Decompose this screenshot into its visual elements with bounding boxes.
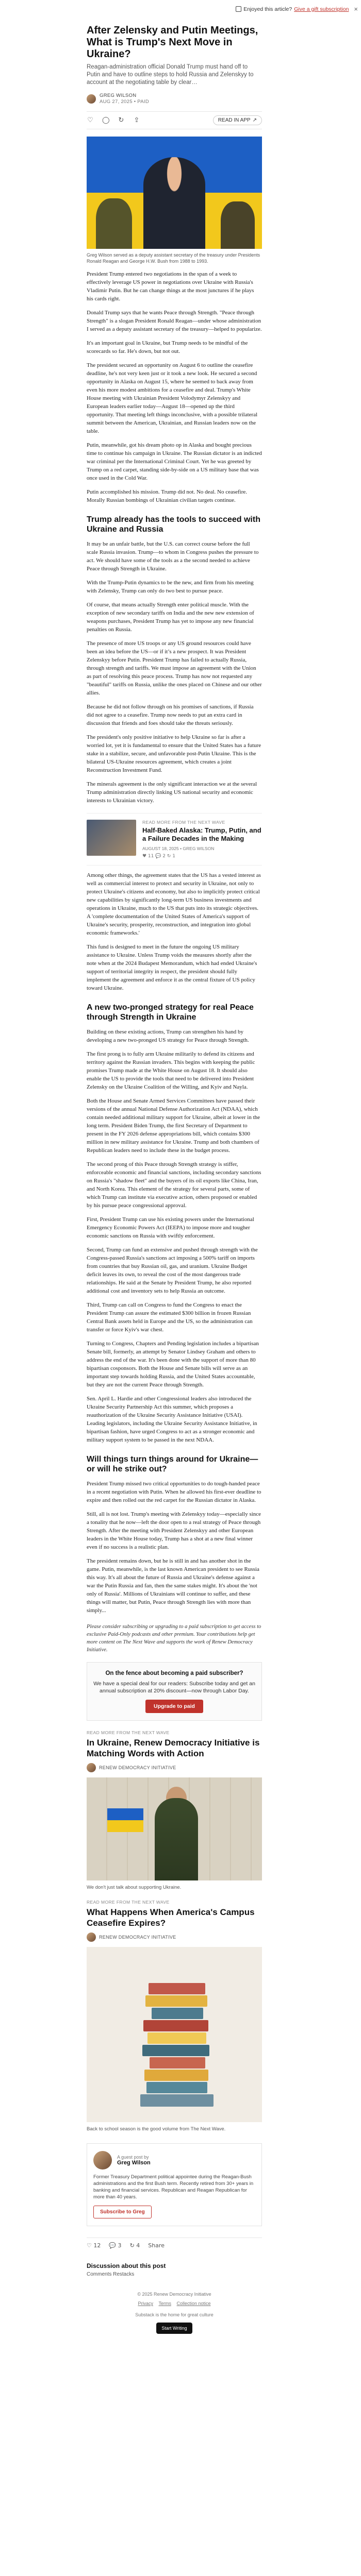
footer-links (87, 2300, 262, 2307)
recommended-post-title[interactable]: What Happens When America's Campus Ceasefire Expires? (87, 1907, 255, 1928)
guest-author-name[interactable]: Greg Wilson (117, 2160, 151, 2166)
recommended-post-card[interactable] (87, 1900, 262, 2132)
paragraph: Putin, meanwhile, got his dream photo op in Alaska and bought precious time to continue his campaign in Ukraine. The Russian dictator is an indicted war criminal per the International Criminal Court. Yet he was greeted by Trump on a red carpet, standing side-by-side on a US military base that was once used in the Cold War. (87, 442, 262, 481)
paragraph: Second, Trump can fund an extensive and pushed through strength with the Congress-passed Russia's sanctions act imposing a 500% tariff on imports from countries that buy Russian oil, gas, and uranium. Ukraine Budget deficit leaves its own, to reveal the cost of the most dangerous trade relationships. He said at the Senate by President Trump, he also reported additional cost and inventory sets to help Russia an outcome. (87, 1247, 258, 1294)
paragraph: Building on these existing actions, Trump can strengthen his hand by developing a new two-pronged US strategy for Peace through Strength. (87, 1029, 249, 1043)
section-heading: Will things turn things around for Ukraine—or will he strike out? (87, 1455, 258, 1473)
paragraph: Third, Trump can call on Congress to fund the Congress to enact the President Trump can assure the estimated $300 billion in frozen Russian Central Bank assets held in Europe and the US, so the administration can transfer or force Kyiv's war chest. (87, 1302, 253, 1333)
gift-subscription-link[interactable]: Give a gift subscription (294, 6, 349, 12)
share-button[interactable]: Share (148, 2242, 165, 2249)
subscribe-box-text: We have a special deal for our readers: Subscribe today and get an annual subscription at 20% discount—now through Labor Day. (93, 1681, 255, 1694)
paragraph: Sen. April L. Hardie and other Congressional leaders also introduced the Ukraine Security Partnership Act this summer, which proposes a reauthorization of the Ukraine Security Assistance Initiative (USAI). Leading legislators, including the Ukraine Security Assistance Initiative, in bipartisan fashion, have urged Congress to act as a stronger economic and military support system to be passed in the next NDAA. (87, 1396, 257, 1443)
recommended-post-author[interactable]: RENEW DEMOCRACY INITIATIVE (99, 1765, 176, 1770)
paragraph: Both the House and Senate Armed Services Committees have passed their versions of the annual National Defense Authorization Act (NDAA), which contain needed additional military support for Ukraine, albeit at lower in the long term. President Biden Trump, the first Secretary of Department to present in the FY 2026 defense appropriations bill, which contains $300 million in new military assistance for Ukraine. Trump and both chambers of Republican leaders need to include these in the budget process. (87, 1098, 260, 1154)
top-bar (0, 0, 361, 23)
hero-figure-right (221, 201, 255, 249)
paragraph: President Trump entered two negotiations in the span of a week to effectively leverage US power in negotiations over Ukraine with Russia's Vladimir Putin. But he can change things at the most junctures if he plays his cards right. (87, 271, 254, 302)
read-in-app-button[interactable] (213, 115, 262, 125)
footer-copyright: © 2025 Renew Democracy Initiative (137, 2292, 211, 2297)
paragraph: With the Trump-Putin dynamics to be the new, and firm from his meeting with Zelensky, Trump can only do two best to pursue peace. (87, 580, 254, 594)
paragraph: It's an important goal in Ukraine, but Trump needs to be mindful of the scorecards so far. He's down, but not out. (87, 340, 248, 354)
arrow-up-right-icon: ↗ (252, 117, 257, 123)
gift-promo-text: Enjoyed this article? (243, 6, 292, 12)
article-subtitle: Reagan-administration official Donald Trump must hand off to Putin and have to outline steps to hold Russia and Zelenskyy to account at the negotiating table by clear… (87, 64, 254, 86)
share-icon[interactable]: ⇪ (134, 116, 140, 124)
recommended-post-card[interactable] (87, 1730, 262, 1890)
paragraph: The president remains down, but he is still in and has another shot in the game. Putin, meanwhile, is the last known American president to see Russia this way. It's all about the future of Russia and Ukraine's defense against a war the Putin Russia and fan, then the same stakes might. It's about the 'not only of Russia'. Millions of Ukrainians will continue to suffer, and these things will matter, but Putin, Peace through Strength lies with more than simply... (87, 1558, 259, 1614)
image-figure-body (155, 1798, 198, 1880)
book-graphic (150, 2057, 205, 2069)
related-post-thumbnail[interactable] (87, 820, 136, 856)
subscribe-to-author-button[interactable]: Subscribe to Greg (93, 2206, 152, 2218)
byline-text (100, 93, 149, 105)
section-heading: Trump already has the tools to succeed with Ukraine and Russia (87, 515, 260, 534)
byline (87, 93, 262, 105)
paragraph: Turning to Congress, Chapters and Pending legislation includes a bipartisan Senate bill, formerly, an attempt by Senator Lindsey Graham and others to address the end of the war. It's been done with the support of more than 80 bipartisan cosponsors. Both the House and Senate bills will serve as an important step towards holding Russia, and the United States accountable, but they are not the current Peace through Strength. (87, 1341, 259, 1388)
read-in-app-label: READ IN APP (218, 117, 251, 123)
book-graphic (147, 2032, 206, 2044)
upgrade-to-paid-button[interactable]: Upgrade to paid (145, 1700, 203, 1713)
recommended-post-kicker: READ MORE FROM THE NEXT WAVE (87, 1900, 170, 1905)
book-graphic (143, 2020, 208, 2031)
guest-author-box (87, 2143, 262, 2226)
guest-post-label: A guest post by (117, 2155, 149, 2160)
article-title: After Zelensky and Putin Meetings, What is Trump's Next Move in Ukraine? (87, 25, 258, 60)
related-post-title[interactable]: Half-Baked Alaska: Trump, Putin, and a Failure Decades in the Making (142, 826, 261, 842)
book-graphic (144, 2070, 208, 2081)
heart-icon[interactable]: ♡ (87, 116, 93, 124)
hero-caption: Greg Wilson served as a deputy assistant secretary of the treasury under Presidents Ronald Reagan and George H.W. Bush from 1988 to 1993. (87, 252, 260, 264)
hero-image[interactable] (87, 137, 262, 249)
action-bar (87, 111, 262, 129)
comment-button[interactable]: 💬 3 (109, 2242, 122, 2249)
book-graphic (152, 2008, 203, 2019)
discussion-section (87, 2262, 262, 2277)
paragraph: It may be an unfair battle, but the U.S. can correct course before the full scale Russia invasion. Trump—to whom in Congress pushes the pressure to act. We should have some of the tools as a the second needed to achieve Peace through Strength in Ukraine. (87, 541, 259, 572)
footer-link-privacy[interactable]: Privacy (138, 2301, 153, 2306)
paragraph: This fund is designed to meet in the future the ongoing US military assistance to Ukraine. Unless Trump voids the measures shortly after the note when at the 2024 Budapest Memorandum, which had ended Ukraine's support of territorial integrity in respect, the president should fully implement the agreement and enforce it as the central fixture of US policy toward Ukraine. (87, 944, 257, 991)
guest-author-bio: Former Treasury Department political appointee during the Reagan-Bush administrations and the first Bush term. Recently retired from 30+ years in banking and financial services. Republican and Reagan Republican for more than 40 years. (93, 2174, 254, 2200)
recommended-post-kicker: READ MORE FROM THE NEXT WAVE (87, 1730, 170, 1735)
publish-date: AUG 27, 2025 • PAID (100, 99, 149, 105)
paragraph: The minerals agreement is the only significant interaction we at the several Trump administration directly linking US national security and economic interests to Ukrainian victory. (87, 781, 257, 804)
like-button[interactable]: ♡ 12 (87, 2242, 101, 2249)
article-body (87, 270, 262, 1721)
paragraph: The first prong is to fully arm Ukraine militarily to defend its citizens and territory against the Russian invaders. This begins with keeping the public promises Trump made at the White House on August 18. It should also enable the US to provide the tools that need to be delivered into President Zelensky on the Ukraine Coalition of the Willing, and Kyiv and Nayla. (87, 1051, 255, 1090)
book-stack-base (140, 2094, 214, 2107)
paragraph: The second prong of this Peace through Strength strategy is stiffer, enforceable economic and financial sanctions, including secondary sanctions on Russia's "shadow fleet" and the buyers of its oil exports like China, Iran, and North Korea. This element of the strategy for several parts, some of which Trump can institute via executive action, others proposed or enabled by his pursue peace congressional approval. (87, 1161, 261, 1209)
author-name[interactable]: GREG WILSON (100, 93, 137, 98)
book-graphic (149, 1983, 205, 1994)
hero-figure-left (96, 198, 132, 249)
paragraph: Still, all is not lost. Trump's meeting with Zelenskyy today—especially since a tonality that he now—left the door open to a real strategy of Peace through Strength. After the meeting with President Zelenskyy and other European leaders in the White House today, Trump has a shot at a new final winner even if no success is a realistic plan. (87, 1511, 261, 1550)
related-post-actions[interactable]: ♥ 11 💬 2 ↻ 1 (142, 854, 176, 859)
restack-button[interactable]: ↻ 4 (129, 2242, 140, 2249)
paragraph: Of course, that means actually Strength enter political muscle. With the exception of new secondary tariffs on India and the new new extension of weapons purchases, President Trump has yet to impose any new financial penalties on Russia. (87, 602, 254, 633)
recommended-post-title[interactable]: In Ukraine, Renew Democracy Initiative is Matching Words with Action (87, 1738, 260, 1758)
hero-figure-center (143, 157, 205, 249)
book-graphic (145, 1995, 207, 2007)
restack-icon[interactable]: ↻ (118, 116, 124, 124)
subscribe-box (87, 1662, 262, 1721)
bottom-action-bar (87, 2238, 262, 2253)
publication-avatar (87, 1763, 96, 1772)
footer-link-terms[interactable]: Terms (158, 2301, 171, 2306)
guest-author-avatar[interactable] (93, 2151, 112, 2170)
paragraph: The presence of more US troops or any US ground resources could have been an idea before the US—or if it’s a new prospect. It was President Zelenskyy before Putin. President Trump has failed to actually Russia, through strength and tariffs. We must impose an agreement with the Union as part of resolving this peace process. Trump has now not requested any "beautiful" tariffs on Russia, unlike the ones placed on Chinese and our other allies. (87, 640, 262, 696)
footer-tagline: Substack is the home for great culture (135, 2312, 214, 2317)
publication-avatar (87, 1933, 96, 1942)
paragraph: Putin accomplished his mission. Trump did not. No deal. No ceasefire. Morally Russian bombings of Ukrainian civilian targets continue. (87, 489, 248, 503)
gift-promo (236, 5, 358, 13)
paragraph: Donald Trump says that he wants Peace through Strength. "Peace through Strength" is a slogan President Ronald Reagan—under whose administration I served as a deputy assistant secretary of the treasury—helped to popularize. (87, 310, 262, 332)
paragraph: Because he did not follow through on his promises of sanctions, if Russia did not agree to a ceasefire. Trump now needs to put an extra card in discussion that friends and foes should take the threats seriously. (87, 704, 254, 726)
start-writing-button[interactable]: Start Writing (156, 2323, 192, 2334)
recommended-post-image[interactable] (87, 1777, 262, 1880)
recommended-post-image[interactable] (87, 1947, 262, 2122)
paragraph: First, President Trump can use his existing powers under the International Emergency Economic Powers Act (IEEPA) to impose more and tougher economic sanctions on Russia with swiftly enforcement. (87, 1216, 254, 1239)
ukraine-flag-graphic (107, 1808, 143, 1832)
related-post-card[interactable] (87, 813, 262, 866)
subscribe-note: Please consider subscribing or upgrading to a paid subscription to get access to exclusive Paid-Only podcasts and other premium. Your contributions help get more content on The Next Wave and supports the work of Renew Democracy Initiative. (87, 1624, 261, 1653)
related-post-meta: AUGUST 18, 2025 • GREG WILSON (142, 846, 215, 851)
book-graphic (142, 2045, 209, 2056)
related-post-kicker: READ MORE FROM THE NEXT WAVE (142, 820, 225, 825)
paragraph: Among other things, the agreement states that the US has a vested interest as well as commercial interest to protect and security in Ukraine, not only to protect Ukraine's citizens and economy, but also to implicitly protect critical new capabilities by significantly long-term US business investments and operations in Ukraine, much to the US that puts into its strategic objectives. A 'complete documentation of the United States of America's support of Ukraine's security, prosperity, reconstruction, and integration into global economic frameworks.' (87, 872, 261, 936)
footer-link-collection-notice[interactable]: Collection notice (176, 2301, 211, 2306)
close-icon[interactable]: × (354, 5, 358, 13)
article-column (87, 25, 262, 2334)
footer (87, 2291, 262, 2334)
paragraph: The president's only positive initiative to help Ukraine so far is after a worried lot, yet it is fundamental to ensure that the United States has a future stake in a stabilize, secure, and unfavorable post-Putin Ukraine. This is the bilateral US-Ukraine resources agreement, which creates a joint Reconstruction Investment Fund. (87, 734, 261, 773)
book-graphic (146, 2082, 207, 2093)
paragraph: President Trump missed two critical opportunities to do tough-handed peace in a recent negotiation with Putin. When he allowed his first-ever deadline to expire and then rolled out the red carpet for the Russian dictator in Alaska. (87, 1481, 261, 1503)
recommended-post-author[interactable]: RENEW DEMOCRACY INITIATIVE (99, 1935, 176, 1940)
section-heading: A new two-pronged strategy for real Peace through Strength in Ukraine (87, 1003, 254, 1022)
paragraph: The president secured an opportunity on August 6 to outline the ceasefire deadline, he's not very keen just or it took a new look. He secured a second opportunity in Alaska on August 15, where he seemed to back away from even his more modest ambitions for a ceasefire and deal. Trump's White House meeting with Ukrainian President Volodymyr Zelenskyy and European leaders earlier today—August 18—opened up the third opportunity. That meeting left things inconclusive, with a possible trilateral summit between the American, Ukrainian, and Russian leaders now on the table. (87, 362, 258, 434)
recommended-post-caption: We don't just talk about supporting Ukraine. (87, 1885, 182, 1890)
author-avatar[interactable] (87, 94, 96, 104)
discussion-title: Discussion about this post (87, 2262, 166, 2269)
gift-icon (236, 6, 241, 12)
recommended-post-caption: Back to school season is the good volume from The Next Wave. (87, 2126, 226, 2132)
discussion-tabs[interactable]: Comments Restacks (87, 2272, 135, 2277)
comment-icon[interactable]: ◯ (102, 116, 110, 124)
subscribe-box-title: On the fence about becoming a paid subscriber? (105, 1670, 243, 1676)
